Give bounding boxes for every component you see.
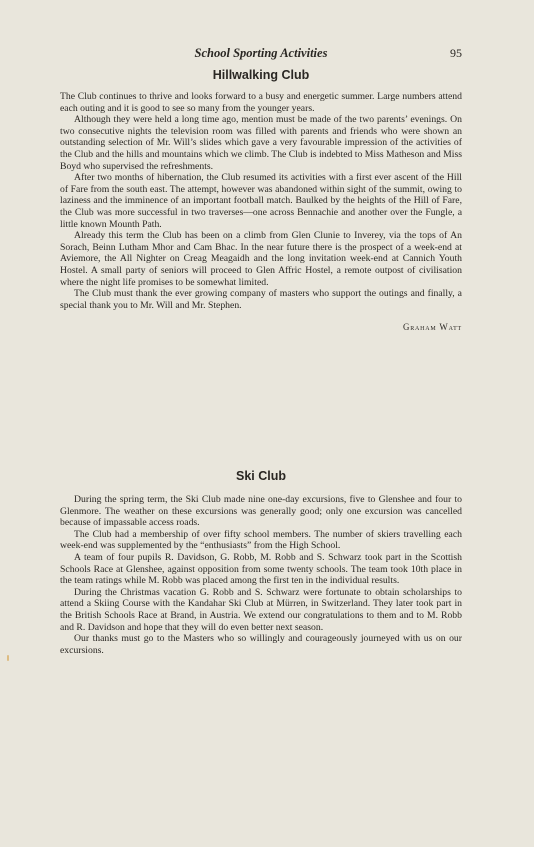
hillwalking-paragraph-4: Already this term the Club has been on a climb from Glen Clunie to Inverey, via the tops of An Sorach, Beinn Lutham Mhor and Cam Bhac. In the near future there is the prospect of a week-end at Aviemore, the All Nighter on Creag Meagaidh and the long invitation week-end at Cannich Youth Hostel. A small party of seniors will proceed to Glen Affric Hostel, a remote outpost of civilisation where the night life promises to be somewhat limited.	[60, 230, 462, 288]
hillwalking-paragraph-3: After two months of hibernation, the Club resumed its activities with a first ever ascent of the Hill of Fare from the south east. The attempt, however was abandoned within sight of the summit, owing to laziness and the imminence of an important football match. Baulked by the heights of the Hill of Fare, the Club was more successful in two traverses—one across Bennachie and another over the Fungle, a little known Mounth Path.	[60, 172, 462, 230]
hillwalking-paragraph-1: The Club continues to thrive and looks forward to a busy and energetic summer. Large numbers attend each outing and it is good to see so many from the younger years.	[60, 91, 462, 114]
hillwalking-paragraph-2: Although they were held a long time ago, mention must be made of the two parents’ evenings. On two consecutive nights the television room was filled with parents and friends who were shown an outstanding selection of Mr. Will’s slides which gave a very favourable impression of the activities of the Club and the hills and mountains which we climb. The Club is indebted to Miss Matheson and Miss Boyd who supervised the refreshments.	[60, 114, 462, 172]
running-title: School Sporting Activities	[194, 46, 328, 60]
ski-club-section	[60, 468, 462, 656]
page-number: 95	[450, 46, 462, 60]
ski-paragraph-1: During the spring term, the Ski Club made nine one-day excursions, five to Glenshee and four to Glenmore. The weather on these excursions was generally good; only one excursion was cancelled because of impassable access roads.	[60, 494, 462, 529]
ski-paragraph-3: A team of four pupils R. Davidson, G. Robb, M. Robb and S. Schwarz took part in the Scottish Schools Race at Glenshee, against opposition from some twenty schools. The team took 10th place in the team ratings while M. Robb was placed among the first ten in the individual results.	[60, 551, 462, 587]
ski-paragraph-4: During the Christmas vacation G. Robb and S. Schwarz were fortunate to obtain scholarships to attend a Skiing Course with the Kandahar Ski Club at Mürren, in Switzerland. They later took part in the British Schools Race at Brand, in Austria. We extend our congratulations to them and to M. Robb and R. Davidson and hope that they will do even better next season.	[60, 586, 462, 633]
ski-club-title: Ski Club	[235, 469, 286, 483]
ski-paragraph-2: The Club had a membership of over fifty school members. The number of skiers travelling each week-end was supplemented by the “enthusiasts” from the High School.	[60, 528, 462, 552]
hillwalking-club-title: Hillwalking Club	[212, 68, 310, 82]
ski-paragraph-5: Our thanks must go to the Masters who so willingly and courageously journeyed with us on our excursions.	[60, 633, 462, 656]
hillwalking-club-section	[60, 67, 462, 332]
running-head	[60, 46, 462, 62]
paper-speck	[7, 655, 9, 661]
author-signature: Graham Watt	[403, 322, 462, 333]
hillwalking-paragraph-5: The Club must thank the ever growing company of masters who support the outings and finally, a special thank you to Mr. Will and Mr. Stephen.	[60, 288, 462, 311]
